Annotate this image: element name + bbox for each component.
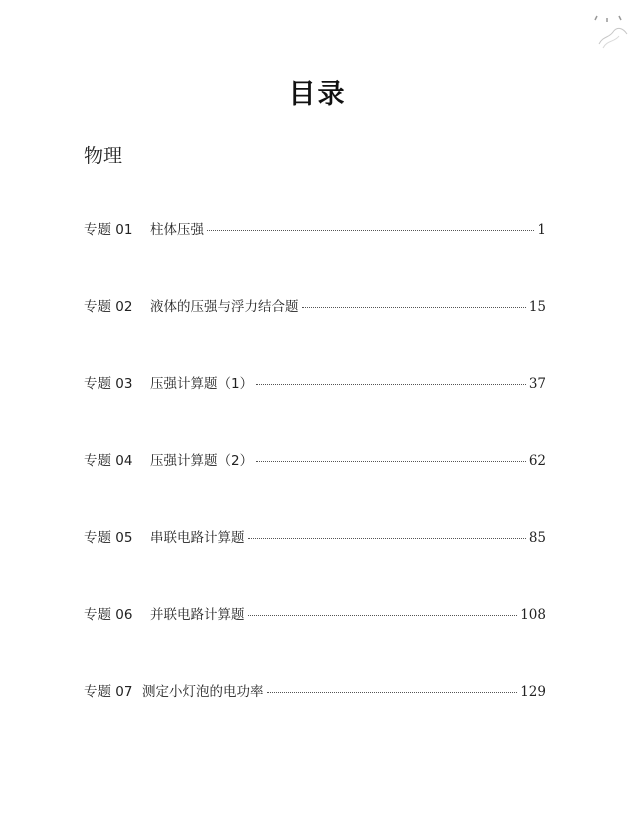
toc-entry-number: 专题 03 [84,376,133,392]
toc-entry-number: 专题 05 [84,530,133,546]
toc-entry-page: 108 [520,607,546,623]
toc-entry-page: 1 [537,222,546,238]
toc-entry-05[interactable] [84,526,546,546]
toc-entry-title: 压强计算题（1） [150,376,254,392]
toc-entry-01[interactable] [84,218,546,238]
toc-entry-page: 85 [528,530,546,546]
toc-entry-03[interactable] [84,372,546,392]
toc-entry-page: 62 [528,453,546,469]
page-title: 目录 [288,79,347,110]
subject-heading: 物理 [84,145,123,167]
toc-entry-page: 15 [528,299,546,315]
toc-leader-dots [256,384,526,385]
toc-entry-number: 专题 06 [84,607,133,623]
toc-entry-04[interactable] [84,449,546,469]
toc-entry-title: 压强计算题（2） [150,453,254,469]
toc-leader-dots [248,615,518,616]
toc-entry-number: 专题 07 [84,684,133,700]
toc-entry-page: 129 [520,684,546,700]
toc-entry-07[interactable] [84,680,546,700]
toc-entry-page: 37 [528,376,546,392]
toc-entry-02[interactable] [84,295,546,315]
toc-entry-title: 液体的压强与浮力结合题 [150,299,299,315]
toc-leader-dots [302,307,526,308]
toc-entry-06[interactable] [84,603,546,623]
toc-entry-number: 专题 01 [84,222,133,238]
toc-entry-number: 专题 04 [84,453,133,469]
toc-entry-title: 测定小灯泡的电功率 [142,684,264,700]
toc-leader-dots [267,692,518,693]
toc-entry-number: 专题 02 [84,299,133,315]
toc-entry-title: 柱体压强 [150,222,204,238]
toc-leader-dots [248,538,526,539]
toc-leader-dots [207,230,534,231]
toc-leader-dots [256,461,526,462]
toc-entry-title: 并联电路计算题 [150,607,245,623]
corner-scan-mark-icon [589,10,629,50]
toc-entry-title: 串联电路计算题 [150,530,245,546]
